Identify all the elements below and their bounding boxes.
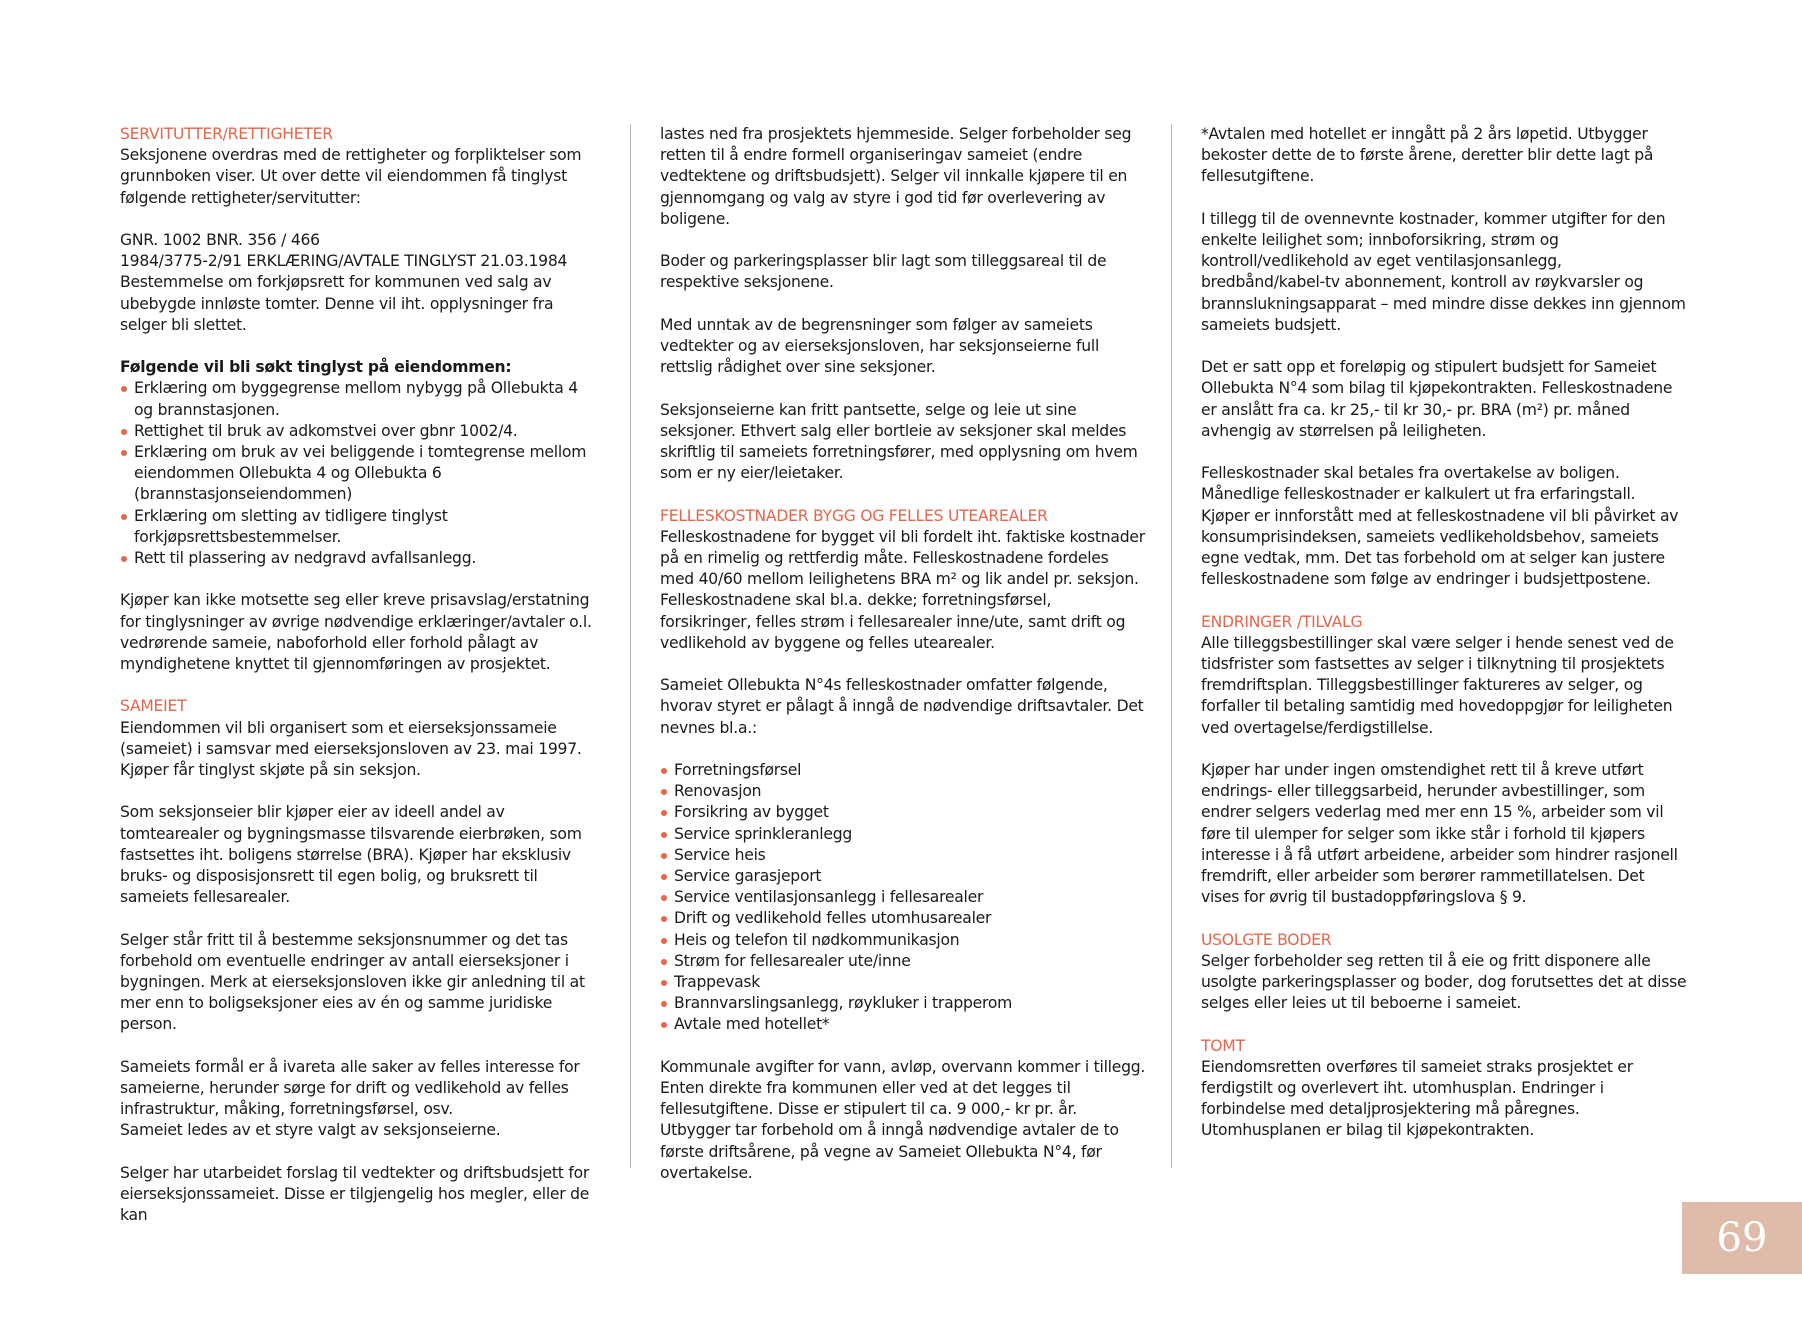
list-item: Erklæring om byggegrense mellom nybygg på Ollebukta 4 og brannstasjonen. <box>120 378 598 420</box>
paragraph: Med unntak av de begrensninger som følger av sameiets vedtekter og av eierseksjonsloven, har seksjonseierne full rettslig rådighet over sine seksjoner. <box>660 315 1100 377</box>
paragraph: Boder og parkeringsplasser blir lagt som tilleggsareal til de respektive seksjonene. <box>660 252 1107 292</box>
list-title: Følgende vil bli søkt tinglyst på eiendommen: <box>120 358 512 377</box>
list-item: Service garasjeport <box>660 866 1146 887</box>
column-divider <box>1171 124 1172 1168</box>
paragraph: Eiendomsretten overføres til sameiet straks prosjektet er ferdigstilt og overlevert iht. utomhusplan. Endringer i forbindelse med detaljprosjektering må påregnes. Utomhusplanen er bilag til kjøpekontrakten. <box>1201 1057 1633 1140</box>
list-item: Heis og telefon til nødkommunikasjon <box>660 930 1146 951</box>
paragraph: Som seksjonseier blir kjøper eier av ideell andel av tomtearealer og bygningsmasse tilsvarende eierbrøken, som fastsettes iht. boligens størrelse (BRA). Kjøper har eksklusiv bruks- og disposisjonsrett til egen bolig, og bruksrett til sameiets fellesarealer. <box>120 803 582 907</box>
section-heading-endringer: ENDRINGER /TILVALG <box>1201 612 1363 631</box>
paragraph: Kommunale avgifter for vann, avløp, overvann kommer i tillegg. Enten direkte fra kommunen eller ved at det legges til fellesutgiftene. Disse er stipulert til ca. 9 000,- kr pr. år. Utbygger tar forbehold om å inngå nødvendige avtaler de to første driftsårene, på vegne av Sameiet Ollebukta N°4, før overtakelse. <box>660 1057 1146 1182</box>
paragraph: Sameiet Ollebukta N°4s felleskostnader omfatter følgende, hvorav styret er pålagt å inngå de nødvendige driftsavtaler. Det nevnes bl.a.: <box>660 676 1144 737</box>
column-2 <box>660 124 1146 1184</box>
section-heading-servitutter: SERVITUTTER/RETTIGHETER <box>120 125 333 143</box>
list-item: Service heis <box>660 845 1146 866</box>
list-item: Forsikring av bygget <box>660 802 1146 823</box>
column-1 <box>120 124 598 1226</box>
page-number-badge <box>1682 1202 1802 1274</box>
paragraph: Eiendommen vil bli organisert som et eierseksjonssameie (sameiet) i samsvar med eierseksjonsloven av 23. mai 1997. Kjøper får tinglyst skjøte på sin seksjon. <box>120 718 582 780</box>
list-item: Rett til plassering av nedgravd avfallsanlegg. <box>120 548 598 569</box>
paragraph: Selger har utarbeidet forslag til vedtekter og driftsbudsjett for eierseksjonssameiet. Disse er tilgjengelig hos megler, eller de kan <box>120 1163 590 1225</box>
list-item: Trappevask <box>660 972 1146 993</box>
paragraph: lastes ned fra prosjektets hjemmeside. Selger forbeholder seg retten til å endre formell organiseringav sameiet (endre vedtektene og driftsbudsjett). Selger vil innkalle kjøpere til en gjennomgang og valg av styre i god tid før overlevering av boligene. <box>660 125 1132 228</box>
felleskostnader-list <box>660 760 1146 1036</box>
paragraph: Kjøper kan ikke motsette seg eller kreve prisavslag/erstatning for tinglysninger av øvrige nødvendige erklæringer/avtaler o.l. vedrørende sameie, naboforhold eller forhold pålagt av myndighetene knyttet til gjennomføringen av prosjektet. <box>120 591 592 674</box>
paragraph: Seksjonene overdras med de rettigheter og forpliktelser som grunnboken viser. Ut over dette vil eiendommen få tinglyst følgende rettigheter/servitutter: <box>120 146 582 207</box>
list-item: Erklæring om bruk av vei beliggende i tomtegrense mellom eiendommen Ollebukta 4 og Ollebukta 6 (brannstasjonseiendommen) <box>120 442 598 506</box>
gnr-line: GNR. 1002 BNR. 356 / 466 <box>120 231 320 249</box>
paragraph: Det er satt opp et foreløpig og stipulert budsjett for Sameiet Ollebukta N°4 som bilag til kjøpekontrakten. Felleskostnadene er anslått fra ca. kr 25,- til kr 30,- pr. BRA (m²) pr. måned avhengig av størrelsen på leiligheten. <box>1201 358 1673 440</box>
paragraph: Alle tilleggsbestillinger skal være selger i hende senest ved de tidsfrister som fastsettes av selger i tilknytning til prosjektets fremdriftsplan. Tilleggsbestillinger faktureres av selger, og forfaller til betaling samtidig med hovedoppgjør for leiligheten ved overtagelse/ferdigstillelse. <box>1201 633 1674 737</box>
section-heading-tomt: TOMT <box>1201 1036 1245 1055</box>
erklaering-line: 1984/3775-2/91 ERKLÆRING/AVTALE TINGLYST 21.03.1984 <box>120 252 568 271</box>
list-item: Drift og vedlikehold felles utomhusarealer <box>660 908 1146 929</box>
section-heading-usolgte-boder: USOLGTE BODER <box>1201 930 1332 949</box>
paragraph: Felleskostnadene for bygget vil bli fordelt iht. faktiske kostnader på en rimelig og rettferdig måte. Felleskostnadene fordeles med 40/60 mellom leilighetens BRA m² og lik andel pr. seksjon. Felleskostnadene skal bl.a. dekke; forretningsførsel, forsikringer, felles strøm i fellesarealer inne/ute, samt drift og vedlikehold av byggene og felles utearealer. <box>660 527 1145 652</box>
section-heading-felleskostnader: FELLESKOSTNADER BYGG OG FELLES UTEAREALER <box>660 506 1048 525</box>
paragraph: Bestemmelse om forkjøpsrett for kommunen ved salg av ubebygde innløste tomter. Denne vil iht. opplysninger fra selger bli slettet. <box>120 273 554 334</box>
list-item: Erklæring om sletting av tidligere tinglyst forkjøpsrettsbestemmelser. <box>120 506 598 548</box>
paragraph: Felleskostnader skal betales fra overtakelse av boligen. Månedlige felleskostnader er kalkulert ut fra erfaringstall. Kjøper er innforstått med at felleskostnadene vil bli påvirket av konsumprisindeksen, sameiets vedlikeholdsbehov, sameiets egne vedtak, mm. Det tas forbehold om at selger kan justere felleskostnadene som følge av endringer i budsjettpostene. <box>1201 464 1679 589</box>
section-heading-sameiet: SAMEIET <box>120 697 187 716</box>
list-item: Brannvarslingsanlegg, røykluker i trapperom <box>660 993 1146 1014</box>
list-item: Service sprinkleranlegg <box>660 824 1146 845</box>
column-3 <box>1201 124 1687 1142</box>
paragraph: I tillegg til de ovennevnte kostnader, kommer utgifter for den enkelte leilighet som; innboforsikring, strøm og kontroll/vedlikehold av eget ventilasjonsanlegg, bredbånd/kabel-tv abonnement, kontroll av røykvarsler og brannslukningsapparat – med mindre disse dekkes inn gjennom sameiets budsjett. <box>1201 209 1686 334</box>
paragraph: Seksjonseierne kan fritt pantsette, selge og leie ut sine seksjoner. Ethvert salg eller bortleie av seksjoner skal meldes skriftlig til sameiets forretningsfører, med opplysning om hvem som er ny eier/leietaker. <box>660 400 1138 483</box>
list-item: Strøm for fellesarealer ute/inne <box>660 951 1146 972</box>
tinglyst-list <box>120 378 598 569</box>
paragraph: Sameiet ledes av et styre valgt av seksjonseierne. <box>120 1121 501 1140</box>
list-item: Renovasjon <box>660 781 1146 802</box>
paragraph: *Avtalen med hotellet er inngått på 2 års løpetid. Utbygger bekoster dette de to første årene, deretter blir dette lagt på fellesutgiftene. <box>1201 125 1654 186</box>
page-number: 69 <box>1716 1215 1768 1261</box>
paragraph: Sameiets formål er å ivareta alle saker av felles interesse for sameierne, herunder sørge for drift og vedlikehold av felles infrastruktur, måking, forretningsførsel, osv. <box>120 1057 580 1119</box>
list-item: Avtale med hotellet* <box>660 1014 1146 1035</box>
paragraph: Selger forbeholder seg retten til å eie og fritt disponere alle usolgte parkeringsplasser og boder, dog forutsettes det at disse selges eller leies ut til beboerne i sameiet. <box>1201 951 1687 1013</box>
list-item: Service ventilasjonsanlegg i fellesarealer <box>660 887 1146 908</box>
column-divider <box>630 124 631 1168</box>
list-item: Forretningsførsel <box>660 760 1146 781</box>
paragraph: Selger står fritt til å bestemme seksjonsnummer og det tas forbehold om eventuelle endringer av antall eierseksjoner i bygningen. Merk at eierseksjonsloven ikke gir anledning til at mer enn to boligseksjoner eies av én og samme juridiske person. <box>120 930 585 1034</box>
list-item: Rettighet til bruk av adkomstvei over gbnr 1002/4. <box>120 421 598 442</box>
paragraph: Kjøper har under ingen omstendighet rett til å kreve utført endrings- eller tilleggsarbeid, herunder avbestillinger, som endrer selgers vederlag med mer enn 15 %, arbeider som vil føre til ulemper for selger som ikke står i forhold til kjøpers interesse i å få utført arbeidene, arbeider som hindrer rasjonell fremdrift, eller arbeider som berører rammetillatelsen. Det vises for øvrig til bustadoppføringslova § 9. <box>1201 761 1678 907</box>
